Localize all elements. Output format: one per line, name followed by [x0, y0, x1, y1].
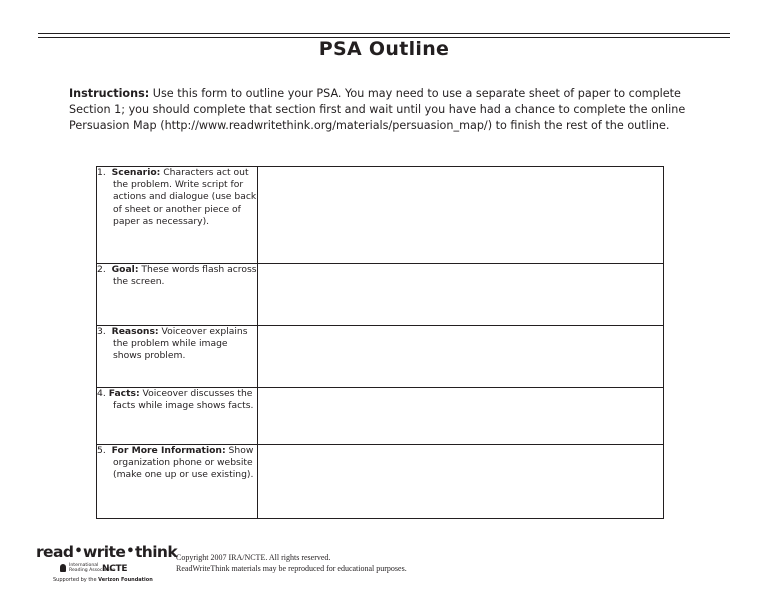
- answer-field-facts[interactable]: [258, 388, 664, 445]
- logo-word-write: write: [83, 543, 126, 561]
- readwritethink-logo: [36, 543, 176, 583]
- supported-prefix: Supported by the: [53, 577, 99, 583]
- supported-by: [53, 577, 153, 583]
- instructions-text: Use this form to outline your PSA. You may need to use a separate sheet of paper to complete Section 1; you should complete that section first and wait until you have had a chance to complete the online Persuasion Map (http://www.readwritethink.org/materials/persuasion_map/) to finish the rest of the outline.: [69, 87, 686, 132]
- answer-field-goal[interactable]: [258, 264, 664, 326]
- section-number: 1.: [97, 167, 106, 178]
- header-rule-top: [38, 33, 730, 34]
- logo-dot: •: [74, 544, 83, 559]
- section-label: Facts:: [108, 388, 140, 399]
- prompt-cell-goal: [97, 264, 258, 326]
- logo-word-read: read: [36, 543, 74, 561]
- section-text: Characters act out the problem. Write script for actions and dialogue (use back of sheet or another piece of paper as necessary).: [113, 167, 257, 227]
- outline-row-scenario: [97, 167, 664, 264]
- page-title: PSA Outline: [318, 38, 450, 60]
- section-text: Voiceover explains the problem while image shows problem.: [113, 326, 248, 362]
- logo-wordmark: [36, 543, 177, 561]
- section-text: These words flash across the screen.: [113, 264, 257, 288]
- section-label: Scenario:: [111, 167, 161, 178]
- answer-field-reasons[interactable]: [258, 326, 664, 388]
- section-label: Goal:: [111, 264, 139, 275]
- section-goal: [97, 264, 257, 288]
- section-text: Voiceover discusses the facts while image shows facts.: [113, 388, 254, 412]
- section-number: 4.: [97, 388, 106, 399]
- section-more-info: [97, 445, 257, 482]
- logo-dot: •: [126, 544, 134, 559]
- instructions-label: Instructions:: [69, 87, 150, 100]
- outline-row-goal: [97, 264, 664, 326]
- section-label: Reasons:: [111, 326, 159, 337]
- ira-mark-icon: [60, 564, 66, 572]
- reproduction-note: ReadWriteThink materials may be reproduced for educational purposes.: [176, 564, 407, 573]
- section-label: For More Information:: [111, 445, 226, 456]
- section-facts: [97, 388, 257, 412]
- section-reasons: [97, 326, 257, 363]
- section-text: Show organization phone or website (make one up or use existing).: [113, 445, 254, 481]
- section-number: 5.: [97, 445, 106, 456]
- logo-word-think: think: [134, 543, 178, 561]
- section-scenario: [97, 167, 257, 228]
- section-number: 3.: [97, 326, 106, 337]
- outline-row-facts: [97, 388, 664, 445]
- ncte-logo: NCTE: [102, 564, 128, 574]
- outline-table: [96, 166, 664, 519]
- answer-field-scenario[interactable]: [258, 167, 664, 264]
- copyright-notice: [176, 552, 407, 574]
- prompt-cell-facts: [97, 388, 258, 445]
- ira-line1: International: [69, 563, 99, 568]
- instructions: [69, 86, 709, 134]
- outline-row-more-info: [97, 445, 664, 519]
- ira-line2: Reading Association: [69, 568, 116, 574]
- prompt-cell-scenario: [97, 167, 258, 264]
- outline-row-reasons: [97, 326, 664, 388]
- answer-field-more-info[interactable]: [258, 445, 664, 519]
- copyright-line: Copyright 2007 IRA/NCTE. All rights reserved.: [176, 553, 331, 562]
- section-number: 2.: [97, 264, 106, 275]
- supporter-name: Verizon Foundation: [98, 577, 153, 583]
- prompt-cell-reasons: [97, 326, 258, 388]
- prompt-cell-more-info: [97, 445, 258, 519]
